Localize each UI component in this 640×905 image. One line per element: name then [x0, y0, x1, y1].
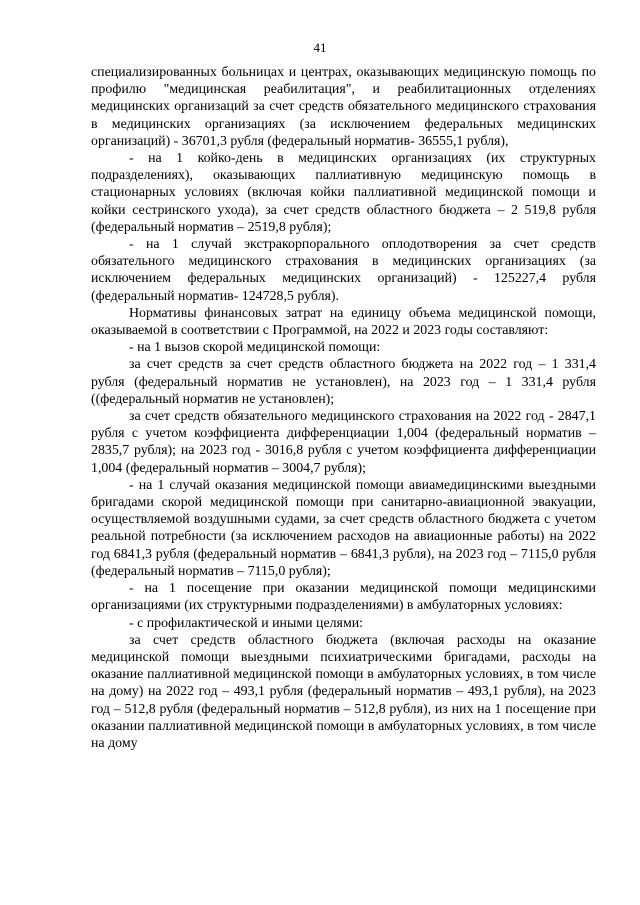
paragraph: за счет средств за счет средств областного бюджета на 2022 год – 1 331,4 рубля (федеральный норматив не установлен), на 2023 год – 1 331,4 рубля ((федеральный норматив не установлен); [91, 357, 596, 407]
paragraph: за счет средств обязательного медицинского страхования на 2022 год - 2847,1 рубля с учетом коэффициента дифференциации 1,004 (федеральный норматив – 2835,7 рубля); на 2023 год - 3016,8 рубля с учетом коэффициента дифференциации 1,004 (федеральный норматив – 3004,7 рубля); [91, 409, 596, 476]
paragraph: - на 1 вызов скорой медицинской помощи: [129, 340, 381, 356]
paragraph: Нормативы финансовых затрат на единицу объема медицинской помощи, оказываемой в соответствии с Программой, на 2022 и 2023 годы составляют: [91, 305, 596, 339]
page-number: 41 [313, 40, 327, 55]
paragraph: за счет средств областного бюджета (включая расходы на оказание медицинской помощи выездными психиатрическими бригадами, расходы на оказание паллиативной медицинской помощи в амбулаторных условиях, в том числе на дому) на 2022 год – 493,1 рубля (федеральный норматив – 493,1 рубля), на 2023 год – 512,8 рубля (федеральный норматив – 512,8 рубля), из них на 1 посещение при оказании паллиативной медицинской помощи в амбулаторных условиях, в том числе на дому [91, 632, 596, 751]
paragraph: - на 1 койко-день в медицинских организациях (их структурных подразделениях), оказывающих паллиативную медицинскую помощь в стационарных условиях (включая койки паллиативной медицинской помощи и койки сестринского ухода), за счет средств областного бюджета – 2 519,8 рубля (федеральный норматив – 2519,8 рубля); [91, 151, 596, 235]
paragraph-continuation: специализированных больницах и центрах, оказывающих медицинскую помощь по профилю "медицинская реабилитация", и реабилитационных отделениях медицинских организаций за счет средств обязательного медицинского страхования в медицинских организациях (за исключением федеральных медицинских организаций) - 36701,3 рубля (федеральный норматив- 36555,1 рубля), [91, 65, 596, 149]
paragraph: - на 1 случай оказания медицинской помощи авиамедицинскими выездными бригадами скорой медицинской помощи при санитарно-авиационной эвакуации, осуществляемой воздушными судами, за счет средств областного бюджета с учетом реальной потребности (за исключением расходов на авиационные работы) на 2022 год 6841,3 рубля (федеральный норматив – 6841,3 рубля), на 2023 год – 7115,0 рубля (федеральный норматив – 7115,0 рубля); [91, 477, 596, 579]
paragraph: - с профилактической и иными целями: [129, 615, 364, 631]
paragraph: - на 1 посещение при оказании медицинской помощи медицинскими организациями (их структурными подразделениями) в амбулаторных условиях: [91, 581, 596, 614]
document-body [91, 64, 596, 752]
paragraph: - на 1 случай экстракорпорального оплодотворения за счет средств обязательного медицинского страхования в медицинских организациях (за исключением федеральных медицинских организаций) - 125227,4 рубля (федеральный норматив- 124728,5 рубля). [91, 237, 596, 304]
